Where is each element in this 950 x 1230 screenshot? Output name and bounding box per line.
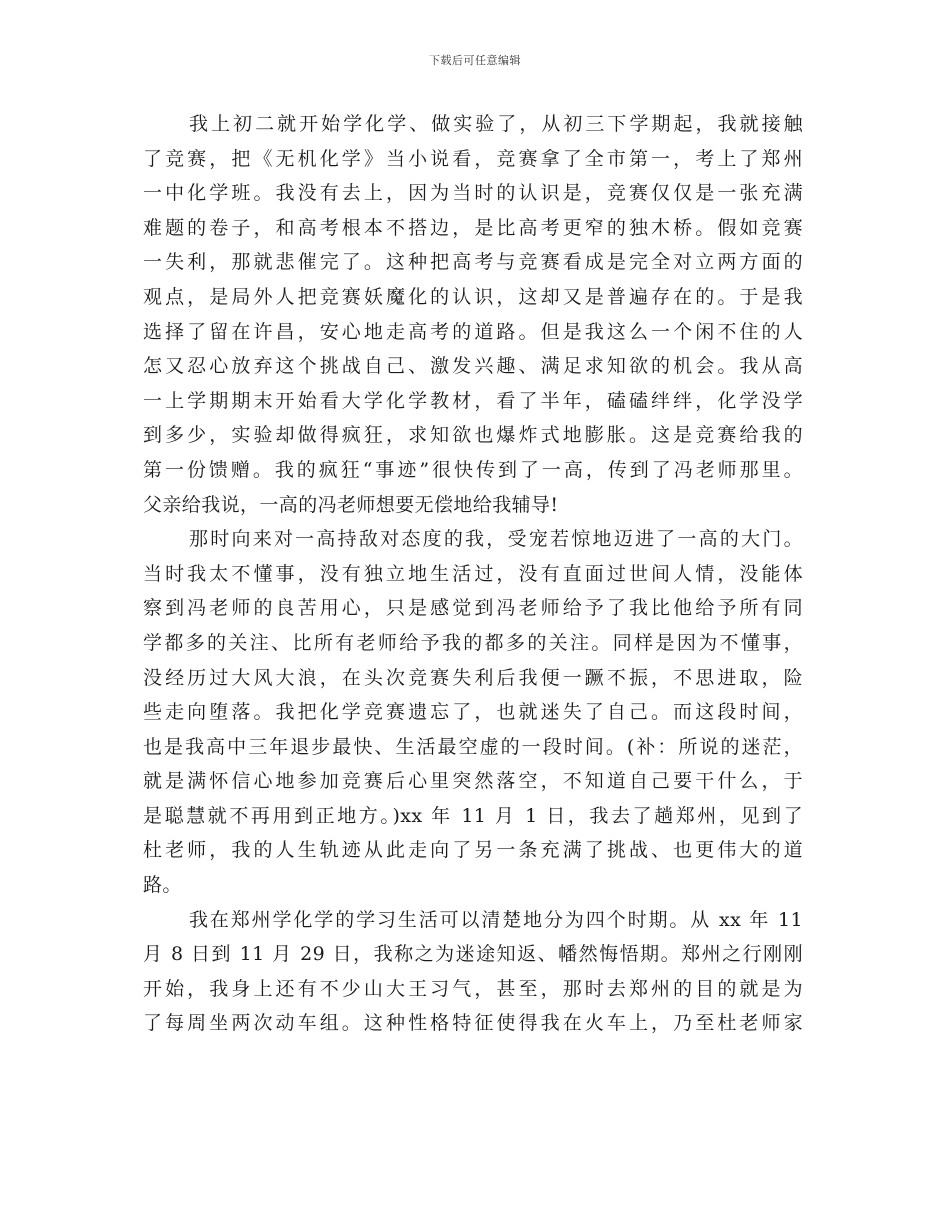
text-line: 观点，是局外人把竞赛妖魔化的认识，这却又是普遍存在的。于是我: [143, 285, 803, 308]
text-line: 是聪慧就不再用到正地方。)xx 年 11 月 1 日，我去了趟郑州，见到了: [143, 804, 803, 827]
text-line: 第一份馈赠。我的疯狂“事迹”很快传到了一高，传到了冯老师那里。: [143, 458, 803, 481]
paragraph: [143, 903, 803, 1041]
text-line: 也是我高中三年退步最快、生活最空虚的一段时间。(补：所说的迷茫，: [143, 735, 803, 758]
document-body: [143, 107, 803, 1041]
paragraph: [143, 107, 803, 522]
page-header: 下载后可任意编辑: [429, 54, 521, 67]
text-line: 难题的卷子，和高考根本不搭边，是比高考更窄的独木桥。假如竞赛: [143, 216, 803, 239]
text-line: 杜老师，我的人生轨迹从此走向了另一条充满了挑战、也更伟大的道: [143, 839, 803, 862]
text-line: 父亲给我说，一高的冯老师想要无偿地给我辅导!: [143, 493, 559, 516]
text-line: 选择了留在许昌，安心地走高考的道路。但是我这么一个闲不住的人: [143, 320, 803, 343]
text-line: 些走向堕落。我把化学竞赛遗忘了，也就迷失了自己。而这段时间，: [143, 701, 803, 724]
text-line: 了每周坐两次动车组。这种性格特征使得我在火车上，乃至杜老师家: [143, 1012, 803, 1035]
text-line: 没经历过大风大浪，在头次竞赛失利后我便一蹶不振，不思进取，险: [143, 666, 803, 689]
text-line: 那时向来对一高持敌对态度的我，受宠若惊地迈进了一高的大门。: [189, 528, 803, 551]
text-line: 我在郑州学化学的学习生活可以清楚地分为四个时期。从 xx 年 11: [189, 908, 803, 931]
text-line: 了竞赛，把《无机化学》当小说看，竞赛拿了全市第一，考上了郑州: [143, 147, 803, 170]
text-line: 开始，我身上还有不少山大王习气，甚至，那时去郑州的目的就是为: [143, 977, 803, 1000]
text-line: 路。: [143, 874, 182, 897]
paragraph: [143, 522, 803, 903]
text-line: 一中化学班。我没有去上，因为当时的认识是，竞赛仅仅是一张充满: [143, 182, 803, 205]
text-line: 一上学期期末开始看大学化学教材，看了半年，磕磕绊绊，化学没学: [143, 389, 803, 412]
text-line: 一失利，那就悲催完了。这种把高考与竞赛看成是完全对立两方面的: [143, 251, 803, 274]
text-line: 怎又忍心放弃这个挑战自己、激发兴趣、满足求知欲的机会。我从高: [143, 355, 803, 378]
text-line: 当时我太不懂事，没有独立地生活过，没有直面过世间人情，没能体: [143, 562, 803, 585]
text-line: 学都多的关注、比所有老师给予我的都多的关注。同样是因为不懂事，: [143, 631, 803, 654]
text-line: 我上初二就开始学化学、做实验了，从初三下学期起，我就接触: [189, 113, 803, 135]
text-line: 月 8 日到 11 月 29 日，我称之为迷途知返、幡然悔悟期。郑州之行刚刚: [143, 943, 803, 966]
text-line: 到多少，实验却做得疯狂，求知欲也爆炸式地膨胀。这是竞赛给我的: [143, 424, 803, 447]
text-line: 就是满怀信心地参加竞赛后心里突然落空，不知道自己要干什么，于: [143, 770, 803, 793]
text-line: 察到冯老师的良苦用心，只是感觉到冯老师给予了我比他给予所有同: [143, 597, 803, 620]
